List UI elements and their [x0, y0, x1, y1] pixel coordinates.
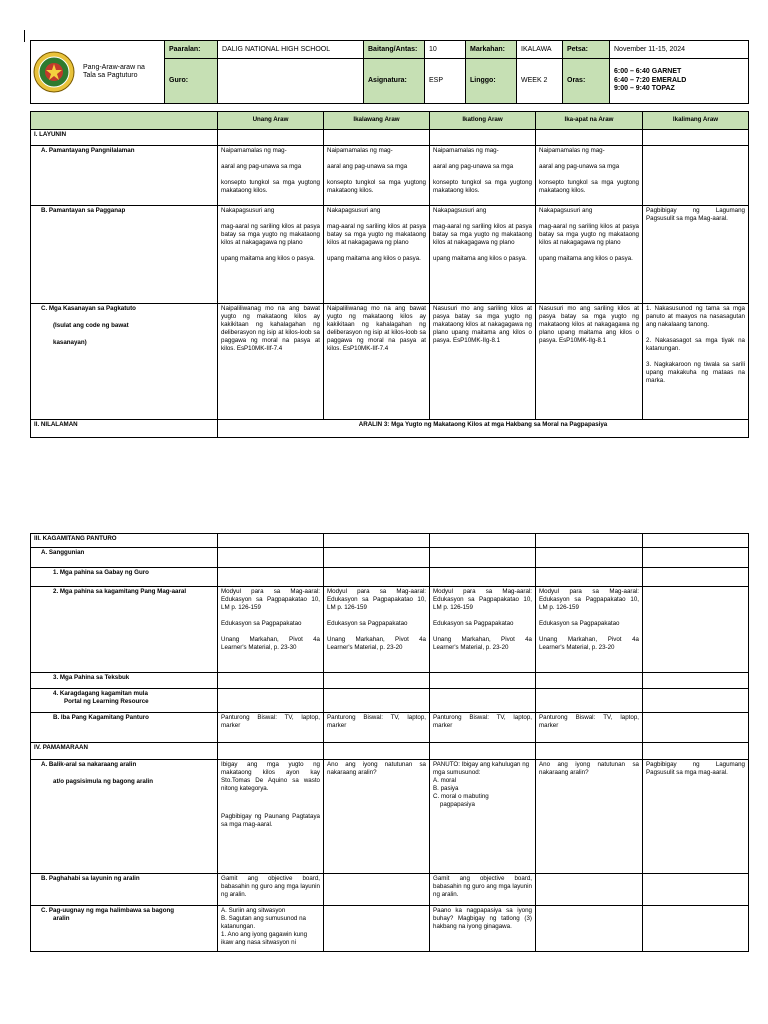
table-cell [430, 146, 536, 206]
table-cell [324, 304, 430, 420]
table-cell [324, 760, 430, 874]
day-header: Unang Araw [218, 112, 324, 130]
cell-text: mag-aaral ng sariling kilos at pasya batay sa mga yugto ng makataong kilos at nakagagawa ng plano [327, 223, 426, 247]
table-cell [324, 206, 430, 304]
cell-text: Nakapagsusuri ang [539, 207, 593, 214]
section-title: III. KAGAMITANG PANTURO [31, 534, 218, 548]
row-label-line: 4. Karagdagang kagamitan mula [53, 690, 148, 697]
row-label: A. Sanggunian [31, 548, 218, 568]
cell-text: Pagbibigay ng Lagumang Pagsusulit sa mga mag-aaral. [646, 761, 745, 777]
cell-text: Edukasyon sa Pagpapakatao [433, 620, 514, 628]
logo-caption-1: Pang-Araw-araw na [83, 63, 145, 71]
table-cell [324, 146, 430, 206]
table-cell [536, 874, 643, 906]
day-header: Ikalawang Araw [324, 112, 430, 130]
table-cell [536, 713, 643, 743]
cell-text: 1. Nakasusunod ng tama sa mga panuto at maayos na nasasagutan ang nakalaang tanong. [646, 305, 745, 329]
row-label-line: aralin [53, 915, 70, 923]
logo-cell [31, 41, 165, 104]
table-cell [218, 874, 324, 906]
table-cell [324, 874, 430, 906]
cell-text: Nakapagsusuri ang [327, 207, 381, 214]
cell-text: Ano ang iyong natutunan sa nakaraang aralin? [539, 761, 639, 777]
day-header: Ika-apat na Araw [536, 112, 643, 130]
cell-text: Edukasyon sa Pagpapakatao [539, 620, 620, 628]
row-label-line: (Isulat ang code ng bawat [53, 322, 129, 330]
petsa-value: November 11-15, 2024 [610, 41, 749, 59]
cell-text: konsepto tungkol sa mga yugtong makataong kilos. [539, 179, 639, 195]
header-table [30, 40, 749, 104]
cell-text: Panturong Biswal: TV, laptop, marker [433, 714, 532, 730]
cell-text: Modyul para sa Mag-aaral: Edukasyon sa Pagpapakatao 10, LM p. 126-159 [433, 588, 532, 612]
table-cell [430, 874, 536, 906]
section-title: I. LAYUNIN [31, 130, 218, 146]
paaralan-label: Paaralan: [165, 41, 218, 59]
table-cell [536, 206, 643, 304]
row-label [31, 689, 218, 713]
cell-text: konsepto tungkol sa mga yugtong makataong kilos. [433, 179, 532, 195]
row-label: 2. Mga pahina sa kagamitang Pang Mag-aaral [31, 587, 218, 673]
oras-label: Oras: [563, 58, 610, 103]
cell-text: 3. Nagkakaroon ng tiwala sa sarili upang makakuha ng mataas na marka. [646, 361, 745, 385]
row-label [31, 906, 218, 952]
cell-text: mag-aaral ng sariling kilos at pasya batay sa mga yugto ng makataong kilos at nakagagawa ng plano [433, 223, 532, 247]
table-cell [430, 713, 536, 743]
cell-text: Naipamamalas ng mag- [221, 147, 287, 154]
row-label [31, 304, 218, 420]
section-title: II. NILALAMAN [31, 420, 218, 438]
markahan-value: IKALAWA [517, 41, 563, 59]
row-label-line: kasanayan) [53, 339, 87, 347]
cell-text: 1. Ano ang iyong gagawin kung ikaw ang nasa sitwasyon ni [221, 931, 308, 947]
row-label: A. Pamantayang Pangnilalaman [31, 146, 218, 206]
cell-text: Gamit ang objective board, babasahin ng guro ang mga layunin ng aralin. [221, 875, 320, 899]
cell-text: Edukasyon sa Pagpapakatao [327, 620, 408, 628]
row-label-line: at/o pagsisimula ng bagong aralin [53, 778, 154, 786]
row-label: B. Iba Pang Kagamitang Panturo [31, 713, 218, 743]
cell-text: upang maitama ang kilos o pasya. [221, 255, 315, 263]
section-title: IV. PAMAMARAAN [31, 743, 218, 760]
cell-text: Ibigay ang mga yugto ng makataong kilos ayon kay Sto.Tomas De Aquino sa wasto nitong kategorya. [221, 761, 320, 793]
table-cell [218, 906, 324, 952]
row-label-line: C. Mga Kasanayan sa Pagkatuto [41, 305, 136, 312]
day-header: Ikalimang Araw [643, 112, 749, 130]
row-label-line: A. Balik-aral sa nakaraang aralin [41, 761, 137, 768]
table-cell [430, 206, 536, 304]
cell-text: Naipaliliwanag mo na ang bawat yugto ng makataong kilos ay kakikitaan ng kahalagahan ng deliberasyon ng isip at kilos-loob sa paggawa ng moral na pasya at kilos. EsP10MK-IIf-7.4 [221, 305, 320, 353]
lesson-table-bottom [30, 533, 749, 952]
cell-text: Pagbibigay ng Lagumang Pagsusulit sa mga Mag-aaral. [646, 207, 745, 223]
table-cell [218, 206, 324, 304]
linggo-value: WEEK 2 [517, 58, 563, 103]
table-cell [324, 906, 430, 952]
cell-text: 2. Nakasasagot sa mga tiyak na katanungan. [646, 337, 745, 353]
cell-text: aaral ang pag-unawa sa mga [539, 163, 620, 171]
table-cell [430, 906, 536, 952]
table-cell [218, 713, 324, 743]
cell-text: Modyul para sa Mag-aaral: Edukasyon sa Pagpapakatao 10, LM p. 126-159 [327, 588, 426, 612]
table-cell [536, 906, 643, 952]
cell-text: Nasusuri mo ang sariling kilos at pasya batay sa mga yugto ng makataong kilos at nakagagawa ng plano upang maitama ang kilos o pasya. EsP10MK-IIg-8.1 [539, 305, 639, 345]
row-label: B. Pamantayan sa Pagganap [31, 206, 218, 304]
cell-text: PANUTO: Ibigay ang kahulugan ng mga sumusunod: [433, 761, 530, 777]
paaralan-value: DALIG NATIONAL HIGH SCHOOL [218, 41, 364, 59]
row-label: 1. Mga pahina sa Gabay ng Guro [31, 568, 218, 587]
cell-text: Naipamamalas ng mag- [433, 147, 499, 154]
table-cell [218, 304, 324, 420]
cell-text: C. moral o mabuting [433, 793, 489, 801]
cell-text: Nakapagsusuri ang [221, 207, 275, 214]
day-header-blank [31, 112, 218, 130]
table-cell [643, 874, 749, 906]
guro-value [218, 58, 364, 103]
cell-text: mag-aaral ng sariling kilos at pasya batay sa mga yugto ng makataong kilos at nakagagawa ng plano [221, 223, 320, 247]
cell-text: Edukasyon sa Pagpapakatao [221, 620, 302, 628]
cell-text: konsepto tungkol sa mga yugtong makataong kilos. [327, 179, 426, 195]
cell-text: Unang Markahan, Pivot 4a Learner's Material, p. 23-20 [539, 636, 639, 652]
table-cell [643, 304, 749, 420]
table-cell [218, 146, 324, 206]
cell-text: Naipamamalas ng mag- [539, 147, 605, 154]
table-cell [643, 713, 749, 743]
oras-value [610, 58, 749, 103]
table-cell [643, 587, 749, 673]
nilalaman-value: ARALIN 3: Mga Yugto ng Makataong Kilos at mga Hakbang sa Moral na Pagpapasiya [218, 420, 749, 438]
table-cell [324, 713, 430, 743]
cell-text: Nasusuri mo ang sariling kilos at pasya batay sa mga yugto ng makataong kilos at nakagagawa ng plano upang maitama ang kilos o pasya. EsP10MK-IIg-8.1 [433, 305, 532, 345]
cell-text: aaral ang pag-unawa sa mga [221, 163, 302, 171]
day-header: Ikatlong Araw [430, 112, 536, 130]
cell-text: Panturong Biswal: TV, laptop, marker [539, 714, 639, 730]
linggo-label: Linggo: [466, 58, 517, 103]
cell-text: Gamit ang objective board, babasahin ng guro ang mga layunin ng aralin. [433, 875, 532, 899]
baitang-value: 10 [425, 41, 466, 59]
row-label: 3. Mga Pahina sa Teksbuk [31, 673, 218, 689]
petsa-label: Petsa: [563, 41, 610, 59]
cell-text: Nakapagsusuri ang [433, 207, 487, 214]
table-cell [536, 587, 643, 673]
cell-text: upang maitama ang kilos o pasya. [433, 255, 527, 263]
cell-text: konsepto tungkol sa mga yugtong makataong kilos. [221, 179, 320, 195]
row-label [31, 760, 218, 874]
oras-line: 6:00 – 6:40 GARNET [614, 68, 682, 76]
cell-text: Modyul para sa Mag-aaral: Edukasyon sa Pagpapakatao 10, LM p. 126-159 [221, 588, 320, 612]
table-cell [643, 906, 749, 952]
oras-line: 9:00 – 9:40 TOPAZ [614, 85, 675, 93]
asignatura-label: Asignatura: [364, 58, 425, 103]
baitang-label: Baitang/Antas: [364, 41, 425, 59]
cell-text: pagpapasiya [433, 801, 475, 809]
cell-text: upang maitama ang kilos o pasya. [539, 255, 633, 263]
table-cell [536, 760, 643, 874]
cell-text: Unang Markahan, Pivot 4a Learner's Material, p. 23-30 [221, 636, 320, 652]
row-label-line: C. Pag-uugnay ng mga halimbawa sa bagong [41, 907, 175, 914]
guro-label: Guro: [165, 58, 218, 103]
table-cell [218, 587, 324, 673]
oras-line: 6:40 – 7:20 EMERALD [614, 76, 687, 84]
logo-caption-2: Tala sa Pagtuturo [83, 72, 138, 79]
cell-text: aaral ang pag-unawa sa mga [433, 163, 514, 171]
table-cell [430, 304, 536, 420]
cell-text: B. pasiya [433, 785, 459, 793]
cell-text: Naipaliliwanag mo na ang bawat yugto ng makataong kilos ay kakikitaan ng kahalagahan ng deliberasyon ng isip at kilos-loob sa paggawa ng moral na pasya at kilos. EsP10MK-IIf-7.4 [327, 305, 426, 353]
cell-text: Panturong Biswal: TV, laptop, marker [327, 714, 426, 730]
row-label: B. Paghahabi sa layunin ng aralin [31, 874, 218, 906]
cell-text: Pagbibigay ng Paunang Pagtataya sa mga mag-aaral. [221, 813, 320, 829]
cell-text: Naipamamalas ng mag- [327, 147, 393, 154]
table-cell [324, 587, 430, 673]
cell-text: Panturong Biswal: TV, laptop, marker [221, 714, 320, 730]
table-cell [643, 760, 749, 874]
school-seal-icon [33, 51, 75, 93]
table-cell [430, 760, 536, 874]
lesson-table-top [30, 111, 749, 438]
asignatura-value: ESP [425, 58, 466, 103]
row-label-line: Portal ng Learning Resource [64, 698, 149, 706]
table-cell [643, 206, 749, 304]
cell-text: A. Suriin ang sitwasyon [221, 907, 286, 914]
cell-text: aaral ang pag-unawa sa mga [327, 163, 408, 171]
table-cell [643, 146, 749, 206]
cell-text: B. Sagutan ang sumusunod na katanungan. [221, 915, 306, 931]
cell-text: Paano ka nagpapasiya sa iyong buhay? Magbigay ng tatlong (3) hakbang na iyong ginagawa. [433, 907, 532, 931]
cell-text: mag-aaral ng sariling kilos at pasya batay sa mga yugto ng makataong kilos at nakagagawa ng plano [539, 223, 639, 247]
cell-text: A. moral [433, 777, 457, 785]
cell-text: Ano ang iyong natutunan sa nakaraang aralin? [327, 761, 426, 777]
table-cell [218, 760, 324, 874]
cell-text: Modyul para sa Mag-aaral: Edukasyon sa Pagpapakatao 10, LM p. 126-159 [539, 588, 639, 612]
table-cell [536, 304, 643, 420]
table-cell [430, 587, 536, 673]
cell-text: upang maitama ang kilos o pasya. [327, 255, 421, 263]
cell-text: Unang Markahan, Pivot 4a Learner's Material, p. 23-20 [433, 636, 532, 652]
markahan-label: Markahan: [466, 41, 517, 59]
table-cell [536, 146, 643, 206]
cell-text: Unang Markahan, Pivot 4a Learner's Material, p. 23-20 [327, 636, 426, 652]
text-cursor [24, 30, 25, 42]
